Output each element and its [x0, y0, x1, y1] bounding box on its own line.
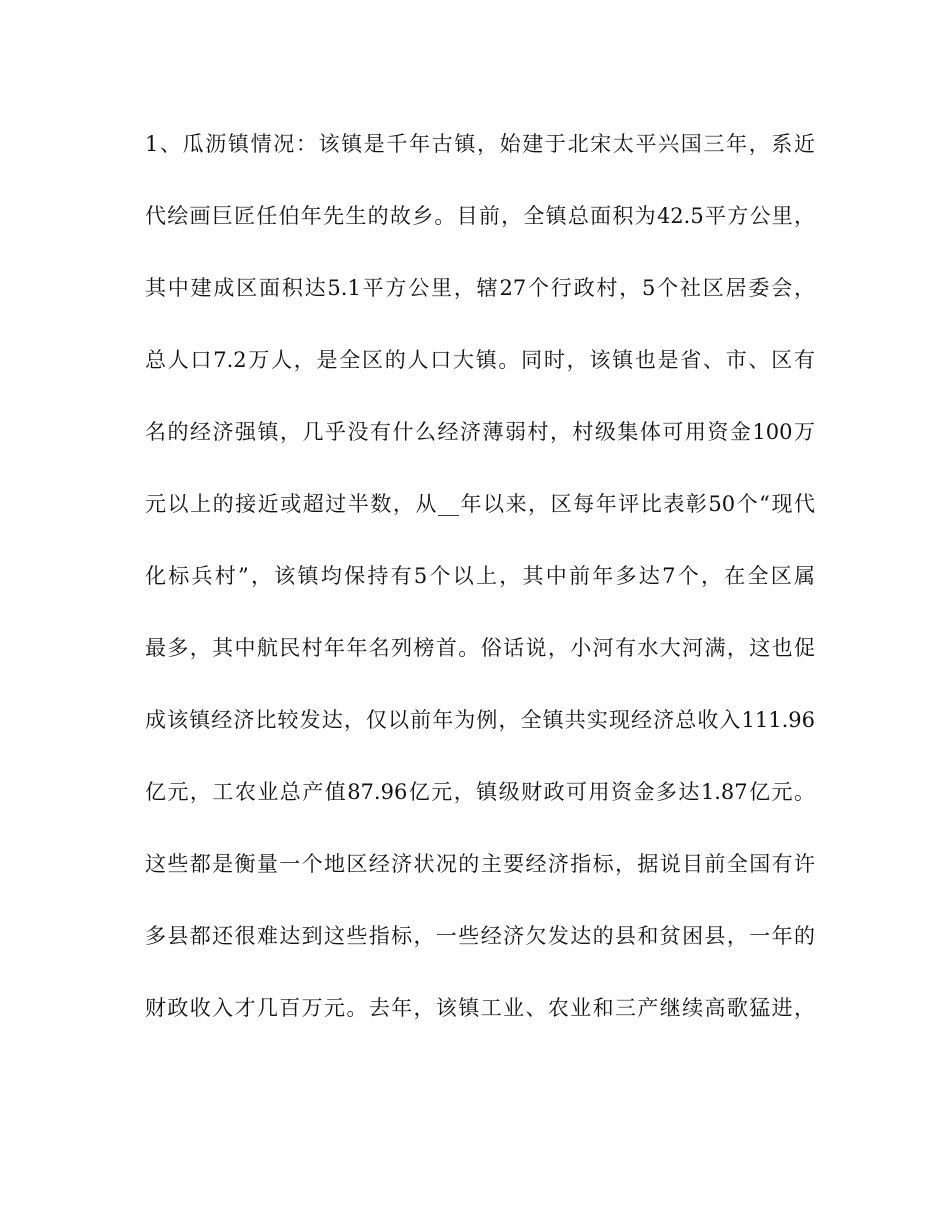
body-paragraph: [145, 122, 815, 1058]
text-line: 最多，其中航民村年年名列榜首。俗话说，小河有水大河满，这也促: [145, 636, 815, 660]
text-line: 名的经济强镇，几乎没有什么经济薄弱村，村级集体可用资金100万: [145, 420, 815, 444]
text-line: 亿元，工农业总产值87.96亿元，镇级财政可用资金多达1.87亿元。: [145, 780, 815, 804]
text-line: 元以上的接近或超过半数，从__年以来，区每年评比表彰50个“现代: [145, 492, 815, 516]
text-line: 多县都还很难达到这些指标，一些经济欠发达的县和贫困县，一年的: [145, 924, 815, 948]
text-line: 成该镇经济比较发达，仅以前年为例，全镇共实现经济总收入111.96: [145, 708, 815, 732]
text-line: 化标兵村”，该镇均保持有5个以上，其中前年多达7个，在全区属: [145, 564, 815, 588]
text-line: 1、瓜沥镇情况：该镇是千年古镇，始建于北宋太平兴国三年，系近: [145, 132, 815, 156]
text-line: 这些都是衡量一个地区经济状况的主要经济指标，据说目前全国有许: [145, 852, 815, 876]
text-line: 其中建成区面积达5.1平方公里，辖27个行政村，5个社区居委会，: [145, 276, 815, 300]
text-line: 总人口7.2万人，是全区的人口大镇。同时，该镇也是省、市、区有: [145, 348, 815, 372]
text-line: 财政收入才几百万元。去年，该镇工业、农业和三产继续高歌猛进，: [145, 996, 815, 1020]
text-line: 代绘画巨匠任伯年先生的故乡。目前，全镇总面积为42.5平方公里，: [145, 204, 815, 228]
